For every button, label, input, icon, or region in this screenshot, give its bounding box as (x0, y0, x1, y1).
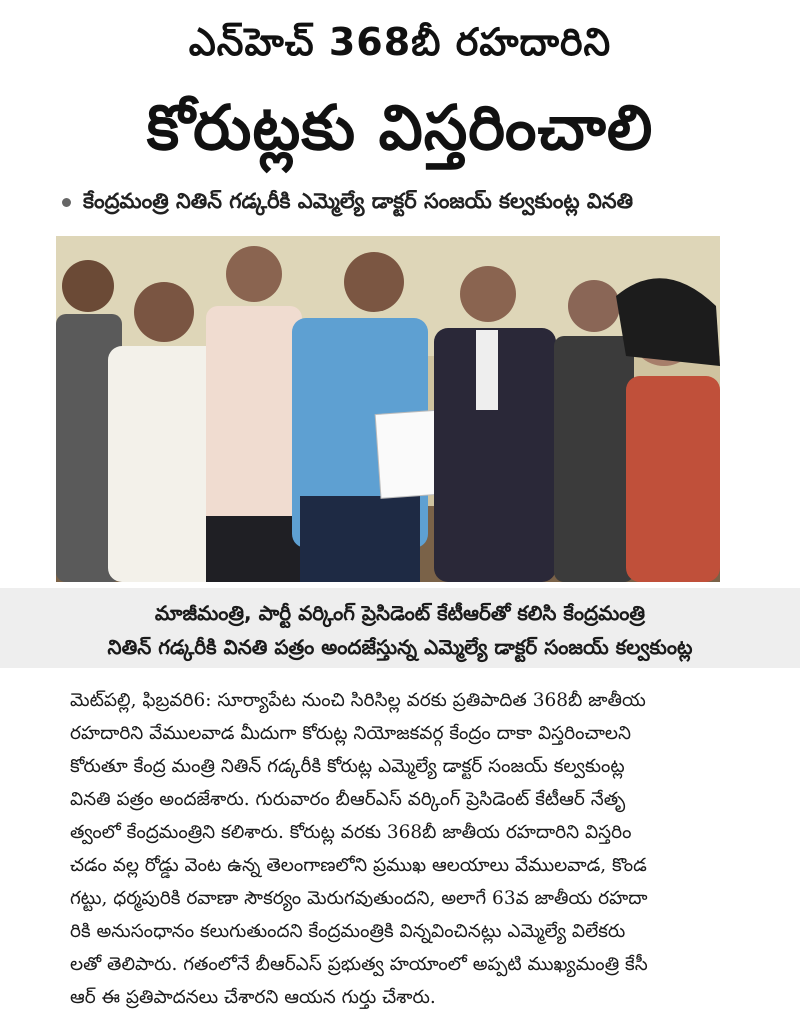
body-line: త్వంలో కేంద్రమంత్రిని కలిశారు. కోరుట్ల వరకు 368బీ జాతీయ రహదారిని విస్తరిం (70, 822, 632, 843)
person-7 (616, 278, 720, 582)
photo-image (56, 236, 720, 582)
news-photo (56, 236, 720, 582)
subheadline-text: కేంద్రమంత్రి నితిన్‌ గడ్కరీకి ఎమ్మెల్యే డాక్టర్‌ సంజయ్‌ కల్వకుంట్ల వినతి (83, 189, 634, 213)
body-line: లతో తెలిపారు. గతంలోనే బీఆర్‌ఎస్‌ ప్రభుత్వ హయాంలో అప్పటి ముఖ్యమంత్రి కేసీ (70, 954, 648, 975)
photo-caption-line-2: నితిన్‌ గడ్కరీకి వినతి పత్రం అందజేస్తున్న ఎమ్మెల్యే డాక్టర్‌ సంజయ్‌ కల్వకుంట్ల (107, 635, 693, 659)
body-line: చడం వల్ల రోడ్డు వెంట ఉన్న తెలంగాణలోని ప్రముఖ ఆలయాలు వేములవాడ, కొండ (70, 855, 647, 876)
body-line: ఆర్‌ ఈ ప్రతిపాదనలు చేశారని ఆయన గుర్తు చేశారు. (70, 987, 436, 1008)
photo-caption-line-1: మాజీమంత్రి, పార్టీ వర్కింగ్‌ ప్రెసిడెంట్‌ కేటీఆర్‌తో కలిసి కేంద్రమంత్రి (154, 601, 646, 625)
body-line: మెట్‌పల్లి, ఫిబ్రవరి6: సూర్యాపేట నుంచి సిరిసిల్ల వరకు ప్రతిపాదిత 368బీ జాతీయ (70, 690, 646, 711)
body-line: గట్టు, ధర్మపురికి రవాణా సౌకర్యం మెరుగవుతుందని, అలాగే 63వ జాతీయ రహదా (70, 888, 648, 909)
body-line: రహదారిని వేములవాడ మీదుగా కోరుట్ల నియోజకవర్గ కేంద్రం దాకా విస్తరించాలని (70, 723, 631, 744)
bullet-icon (62, 198, 71, 207)
article-body (70, 684, 730, 1014)
headline-line-1: ఎన్‌హెచ్‌ 368బీ రహదారిని (188, 20, 612, 64)
headline-line-2: కోరుట్లకు విస్తరించాలి (146, 91, 654, 164)
body-line: కోరుతూ కేంద్ర మంత్రి నితిన్‌ గడ్కరీకి కోరుట్ల ఎమ్మెల్యే డాక్టర్‌ సంజయ్‌ కల్వకుంట్ల (70, 756, 625, 777)
subheadline (62, 186, 762, 216)
body-line: రికి అనుసంధానం కలుగుతుందని కేంద్రమంత్రికి విన్నవించినట్లు ఎమ్మెల్యే విలేకరు (70, 921, 626, 942)
body-line: వినతి పత్రం అందజేశారు. గురువారం బీఆర్‌ఎస్‌ వర్కింగ్‌ ప్రెసిడెంట్‌ కేటీఆర్‌ నేతృ (70, 789, 626, 810)
